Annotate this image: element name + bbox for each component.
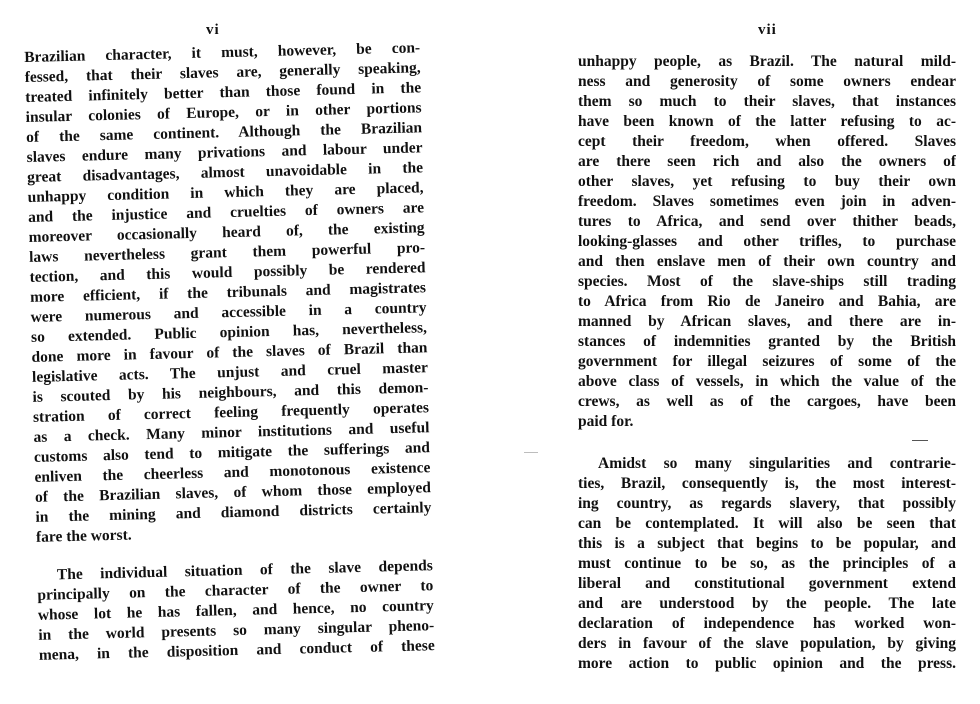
text-line: fare the worst. — [35, 526, 132, 546]
text-line: enliven the cheerless and monotonous existence — [34, 459, 431, 486]
text-line: unhappy condition in which they are placed, — [27, 179, 424, 206]
text-line: declaration of independence has worked won- — [578, 615, 956, 632]
text-line: in the world presents so many singular pheno- — [38, 617, 435, 644]
text-line: have been known of the latter refusing to ac- — [578, 113, 956, 130]
paragraph — [578, 454, 956, 674]
left-page — [0, 0, 480, 704]
text-line: fessed, that their slaves are, generally speaking, — [24, 59, 421, 86]
text-line: more efficient, if the tribunals and magistrates — [29, 279, 427, 306]
section-rule — [912, 440, 928, 441]
paragraph — [578, 52, 956, 432]
text-line: of the Brazilian slaves, of whom those employed — [34, 479, 432, 506]
page-number-left: vi — [206, 22, 220, 38]
text-line: this is a subject that begins to be popular, and — [578, 535, 956, 552]
text-line: liberal and constitutional government extend — [578, 575, 956, 592]
text-line: laws nevertheless grant them powerful pro- — [28, 239, 426, 266]
text-line: manned by African slaves, and there are in- — [578, 313, 956, 330]
paragraph-gap — [578, 432, 956, 454]
text-line: ties, Brazil, consequently is, the most interest- — [578, 475, 956, 492]
text-line: were numerous and accessible in a country — [30, 299, 427, 326]
text-line: treated infinitely better than those found in the — [25, 79, 422, 106]
text-line: and are understood by the people. The late — [578, 595, 956, 612]
paragraph — [37, 556, 435, 666]
text-line: paid for. — [578, 413, 634, 430]
text-line: crews, as well as of the cargoes, have been — [578, 393, 956, 410]
text-line: them so much to their slaves, that instances — [578, 93, 956, 110]
text-line: The individual situation of the slave depends — [56, 557, 433, 584]
text-line: Amidst so many singularities and contrarie- — [598, 455, 956, 472]
text-line: and the injustice and cruelties of owners are — [27, 199, 425, 226]
text-line: species. Most of the slave-ships still trading — [578, 273, 956, 290]
text-line: must continue to be so, as the principles of a — [578, 555, 956, 572]
text-line: and then enslave men of their own country and — [578, 253, 956, 270]
text-line: principally on the character of the owner to — [37, 577, 434, 604]
text-line: of the same continent. Although the Brazilian — [25, 119, 423, 146]
text-line: customs also tend to mitigate the sufferings and — [33, 439, 431, 466]
page-number-right: vii — [758, 22, 777, 38]
text-line: tures to Africa, and send over thither beads, — [578, 213, 956, 230]
text-line: in the mining and diamond districts certainly — [35, 499, 432, 526]
text-line: cept their freedom, when offered. Slaves — [578, 133, 956, 150]
text-line: stration of correct feeling frequently operates — [32, 399, 430, 426]
text-line: as a check. Many minor institutions and useful — [33, 419, 430, 446]
text-line: unhappy people, as Brazil. The natural mild- — [578, 53, 956, 70]
text-line: tection, and this would possibly be rendered — [29, 259, 426, 286]
text-line: ing country, as regards slavery, that possibly — [578, 495, 956, 512]
text-line: so extended. Public opinion has, nevertheless, — [30, 319, 428, 346]
left-page-text — [24, 38, 435, 665]
text-line: can be contemplated. It will also be seen that — [578, 515, 956, 532]
text-line: freedom. Slaves sometimes even join in adven- — [578, 193, 956, 210]
right-page — [500, 0, 980, 704]
text-line: other slaves, yet refusing to buy their own — [578, 173, 956, 190]
paragraph — [24, 38, 432, 548]
text-line: great disadvantages, almost unavoidable in the — [26, 159, 424, 186]
text-line: to Africa from Rio de Janeiro and Bahia, are — [578, 293, 956, 310]
text-line: moreover occasionally heard of, the existing — [28, 219, 425, 246]
text-line: looking-glasses and other trifles, to purchase — [578, 233, 956, 250]
text-line: government for illegal seizures of some of the — [578, 353, 956, 370]
text-line: above class of vessels, in which the value of the — [578, 373, 956, 390]
text-line: mena, in the disposition and conduct of these — [38, 637, 435, 664]
text-line: ness and generosity of some owners endear — [578, 73, 956, 90]
right-page-text — [578, 52, 956, 674]
text-line: more action to public opinion and the press. — [578, 655, 956, 672]
text-line: ders in favour of the slave population, by giving — [578, 635, 956, 652]
text-line: slaves endure many privations and labour under — [26, 139, 423, 166]
text-line: is scouted by his neighbours, and this demon- — [32, 379, 429, 406]
text-line: insular colonies of Europe, or in other portions — [25, 99, 422, 126]
text-line: Brazilian character, it must, however, be con- — [24, 39, 421, 66]
text-line: done more in favour of the slaves of Brazil than — [31, 339, 428, 366]
text-line: legislative acts. The unjust and cruel master — [31, 359, 429, 386]
text-line: whose lot he has fallen, and hence, no country — [37, 597, 434, 624]
text-line: stances of indemnities granted by the British — [578, 333, 956, 350]
text-line: are there seen rich and also the owners of — [578, 153, 956, 170]
